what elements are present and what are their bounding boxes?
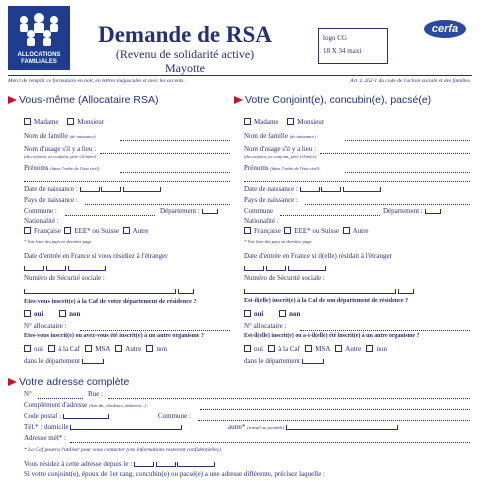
nationalite-options bbox=[24, 227, 149, 235]
conjoint-autre-checkbox[interactable] bbox=[343, 227, 350, 234]
eee-checkbox[interactable] bbox=[64, 227, 71, 234]
num-allocataire-field[interactable] bbox=[80, 329, 230, 331]
conjoint-civility-row bbox=[244, 118, 324, 126]
conjoint-prenoms-field[interactable] bbox=[345, 171, 470, 173]
caf-answer-row bbox=[24, 310, 80, 318]
numero-field[interactable] bbox=[38, 397, 83, 399]
commune-address-field[interactable] bbox=[198, 419, 470, 421]
oui-label: oui bbox=[34, 310, 44, 318]
conjoint-monsieur-checkbox[interactable] bbox=[287, 118, 294, 125]
conjoint-nom-famille-field[interactable] bbox=[345, 139, 470, 141]
conjoint-caf-question: Est-il(elle) inscrit(e) à la Caf de son département de résidence ? bbox=[244, 298, 409, 304]
conjoint-nom-usage-label: Nom d'usage s'il y a lieu : bbox=[244, 145, 317, 153]
logo-cg-size: 18 X 34 maxi bbox=[323, 47, 362, 55]
complement-field[interactable] bbox=[200, 408, 470, 410]
header-divider bbox=[8, 75, 472, 76]
organisme-caf-checkbox[interactable] bbox=[48, 345, 55, 352]
prenoms-field[interactable] bbox=[120, 171, 230, 173]
code-postal-field[interactable] bbox=[63, 414, 109, 419]
birth-day-field[interactable] bbox=[80, 187, 100, 192]
organisme-autre-checkbox[interactable] bbox=[115, 345, 122, 352]
arrow-icon bbox=[8, 96, 17, 104]
caf-question: Etes-vous inscrit(e) à la Caf de votre département de résidence ? bbox=[24, 298, 197, 305]
instruction-note: Merci de remplir ce formulaire en noir, en lettres majuscules et avec les accents. bbox=[8, 78, 185, 84]
nom-usage-label: Nom d'usage s'il y a lieu : bbox=[24, 145, 97, 153]
logo-cg-label: logo CG bbox=[323, 34, 347, 42]
page-subtitle: (Revenu de solidarité active) bbox=[115, 47, 255, 61]
dans-departement-row: dans le département bbox=[24, 357, 104, 365]
conjoint-pays-naissance-label: Pays de naissance : bbox=[244, 196, 298, 204]
legal-reference: Art. L 262-1 du code de l'action sociale et des familles bbox=[350, 78, 470, 84]
commune-label: Commune : bbox=[24, 207, 57, 215]
conjoint-organisme-question: Est-il(elle) inscrit(e) ou a-t-il(elle) été inscrit(e) à un autre organisme ? bbox=[244, 333, 420, 339]
family-figures-icon bbox=[14, 12, 64, 50]
tel-domicile-row: Tél.* : domicile bbox=[24, 423, 182, 431]
pays-naissance-field[interactable] bbox=[85, 203, 230, 205]
form-title-block bbox=[95, 22, 275, 75]
arrow-icon bbox=[234, 96, 243, 104]
left-column bbox=[8, 94, 233, 106]
since-date-field[interactable] bbox=[177, 462, 215, 467]
prenoms-label: Prénoms (dans l'ordre de l'état civil): bbox=[24, 164, 101, 172]
page-title: Demande de RSA bbox=[98, 22, 272, 47]
conjoint-monsieur-label: Monsieur bbox=[297, 118, 325, 126]
rue-label: Rue : bbox=[88, 390, 103, 398]
conjoint-date-entree-label: Date d'entrée en France si il(elle) résidait à l'étranger bbox=[244, 252, 392, 260]
departement-field[interactable] bbox=[202, 209, 218, 214]
departement-label: Département : bbox=[160, 207, 218, 215]
conjoint-madame-checkbox[interactable] bbox=[244, 118, 251, 125]
conjoint-dans-departement-row: dans le département bbox=[244, 357, 324, 365]
birth-month-field[interactable] bbox=[101, 187, 121, 192]
numero-label: N° bbox=[24, 390, 32, 398]
prenoms-field-2[interactable] bbox=[24, 180, 230, 182]
conjoint-birth-day-field[interactable] bbox=[300, 187, 320, 192]
birth-year-field[interactable] bbox=[123, 187, 161, 192]
commune-field[interactable] bbox=[65, 214, 155, 216]
nom-famille-label: Nom de famille (de naissance) bbox=[24, 132, 96, 140]
date-naissance-row: Date de naissance : bbox=[24, 185, 161, 193]
num-secu-label: Numéro de Sécurité sociale : bbox=[24, 274, 105, 282]
conjoint-prenoms-label: Prénoms (dans l'ordre de l'état civil): bbox=[244, 164, 321, 172]
conjoint-date-naissance-row: Date de naissance : bbox=[244, 185, 381, 193]
conjoint-num-allocataire-field[interactable] bbox=[300, 329, 470, 331]
num-secu-field[interactable] bbox=[24, 287, 194, 295]
francaise-checkbox[interactable] bbox=[24, 227, 31, 234]
commune-address-label: Commune : bbox=[158, 412, 191, 420]
non-label: non bbox=[69, 310, 81, 318]
conjoint-organisme-departement-field[interactable] bbox=[302, 359, 324, 364]
eee-label: EEE* ou Suisse bbox=[74, 227, 120, 235]
conjoint-pays-naissance-field[interactable] bbox=[305, 203, 470, 205]
organisme-oui-checkbox[interactable] bbox=[24, 345, 31, 352]
nom-usage-hint: (du conjoint, ex conjoint, père s'il/mère) bbox=[24, 154, 96, 159]
organisme-options: oui à la Caf MSA Autre non bbox=[24, 345, 167, 353]
rue-field[interactable] bbox=[108, 397, 470, 399]
conjoint-num-secu-label: Numéro de Sécurité sociale : bbox=[244, 274, 325, 282]
email-label: Adresse mél* : bbox=[24, 434, 66, 442]
organisme-departement-field[interactable] bbox=[82, 359, 104, 364]
autre-label: Autre bbox=[132, 227, 149, 235]
conjoint-organisme-autre-checkbox[interactable] bbox=[335, 345, 342, 352]
conjoint-organisme-options: oui à la Caf MSA Autre non bbox=[244, 345, 387, 353]
nom-famille-field[interactable] bbox=[120, 139, 230, 141]
conjoint-num-secu-field[interactable] bbox=[244, 287, 414, 295]
autre-checkbox[interactable] bbox=[123, 227, 130, 234]
pays-naissance-label: Pays de naissance : bbox=[24, 196, 78, 204]
logo-text: ALLOCATIONS FAMILIALES bbox=[17, 52, 61, 65]
conjoint-departement-field[interactable] bbox=[425, 209, 441, 214]
conjoint-organisme-non-checkbox[interactable] bbox=[366, 345, 373, 352]
conjoint-caf-answer-row: oui non bbox=[244, 310, 300, 318]
organisme-question: Etes-vous inscrit(e) ou avez-vous été inscrit(e) à un autre organisme ? bbox=[24, 333, 204, 339]
tel-domicile-field[interactable] bbox=[70, 425, 182, 430]
francaise-label: Française bbox=[34, 227, 61, 235]
conjoint-birth-year-field[interactable] bbox=[343, 187, 381, 192]
email-field[interactable] bbox=[70, 441, 470, 443]
arrow-icon bbox=[8, 378, 17, 386]
tel-autre-field[interactable] bbox=[286, 425, 398, 430]
conjoint-caf-oui-checkbox[interactable] bbox=[244, 310, 251, 317]
since-row: Vous résidez à cette adresse depuis le : bbox=[24, 460, 215, 468]
section-heading-allocataire: Vous-même (Allocataire RSA) bbox=[8, 94, 233, 106]
date-entree-label: Date d'entrée en France si vous résidiez à l'étranger bbox=[24, 252, 168, 260]
logo-cg-box bbox=[318, 28, 388, 64]
num-allocataire-label: N° allocataire : bbox=[24, 322, 67, 330]
conjoint-date-entree-field[interactable] bbox=[244, 264, 326, 272]
tel-autre-row: autre* (travail ou portable) bbox=[228, 423, 398, 431]
caf-non-checkbox[interactable] bbox=[59, 310, 66, 317]
madame-label: Madame bbox=[34, 118, 59, 126]
nom-usage-field[interactable] bbox=[100, 152, 230, 154]
caf-logo bbox=[8, 6, 70, 70]
voir-liste-note: * Voir liste des pays en dernière page bbox=[24, 239, 92, 244]
conjoint-organisme-caf-checkbox[interactable] bbox=[268, 345, 275, 352]
conjoint-organisme-oui-checkbox[interactable] bbox=[244, 345, 251, 352]
conjoint-commune-label: Commune bbox=[244, 207, 274, 215]
conjoint-eee-checkbox[interactable] bbox=[284, 227, 291, 234]
conjoint-organisme-msa-checkbox[interactable] bbox=[305, 345, 312, 352]
conjoint-caf-non-checkbox[interactable] bbox=[279, 310, 286, 317]
complement-label: Complément d'adresse (lieu-dit, résidence, bâtiment...) : bbox=[24, 401, 149, 409]
conjoint-nationalite-options: Française EEE* ou Suisse Autre bbox=[244, 227, 369, 235]
conjoint-francaise-checkbox[interactable] bbox=[244, 227, 251, 234]
contact-note: * La Caf pourra l'utiliser pour vous contacter (ces informations resteront confidentielles). bbox=[24, 447, 223, 453]
section-heading-conjoint: Votre Conjoint(e), concubin(e), pacsé(e) bbox=[234, 94, 474, 106]
madame-checkbox[interactable] bbox=[24, 118, 31, 125]
conjoint-nom-famille-label: Nom de famille (de naissance) : bbox=[244, 132, 319, 140]
conjoint-prenoms-field-2[interactable] bbox=[244, 180, 470, 182]
code-postal-row: Code postal : bbox=[24, 412, 109, 420]
right-column bbox=[234, 94, 474, 106]
caf-oui-checkbox[interactable] bbox=[24, 310, 31, 317]
cerfa-logo: cerfa bbox=[424, 20, 466, 38]
section-heading-adresse: Votre adresse complète bbox=[8, 376, 129, 388]
monsieur-label: Monsieur bbox=[77, 118, 105, 126]
region-label: Mayotte bbox=[165, 61, 205, 75]
organisme-msa-checkbox[interactable] bbox=[85, 345, 92, 352]
conjoint-departement-label: Département : bbox=[383, 207, 441, 215]
civility-row bbox=[24, 118, 104, 126]
conjoint-nom-usage-hint: (du conjoint, ex-conjoint, père s'il/mère) bbox=[244, 154, 317, 159]
conjoint-nom-usage-field[interactable] bbox=[320, 152, 470, 154]
conjoint-madame-label: Madame bbox=[254, 118, 279, 126]
conjoint-num-allocataire-label: N° allocataire : bbox=[244, 322, 287, 330]
conjoint-nationalite-label: Nationalité : bbox=[244, 217, 279, 225]
date-entree-field[interactable] bbox=[24, 264, 106, 272]
conjoint-voir-liste-note: * Voir liste des pays en dernière page bbox=[244, 239, 312, 244]
conjoint-birth-month-field[interactable] bbox=[321, 187, 341, 192]
organisme-non-checkbox[interactable] bbox=[146, 345, 153, 352]
nationalite-label: Nationalité : bbox=[24, 217, 59, 225]
monsieur-checkbox[interactable] bbox=[67, 118, 74, 125]
conjoint-address-question: Si votre conjoint(e), époux de 1er rang, concubin(e) ou pacsé(e) a une adresse différente, précisez laquelle : bbox=[24, 470, 325, 478]
conjoint-commune-field[interactable] bbox=[280, 214, 380, 216]
